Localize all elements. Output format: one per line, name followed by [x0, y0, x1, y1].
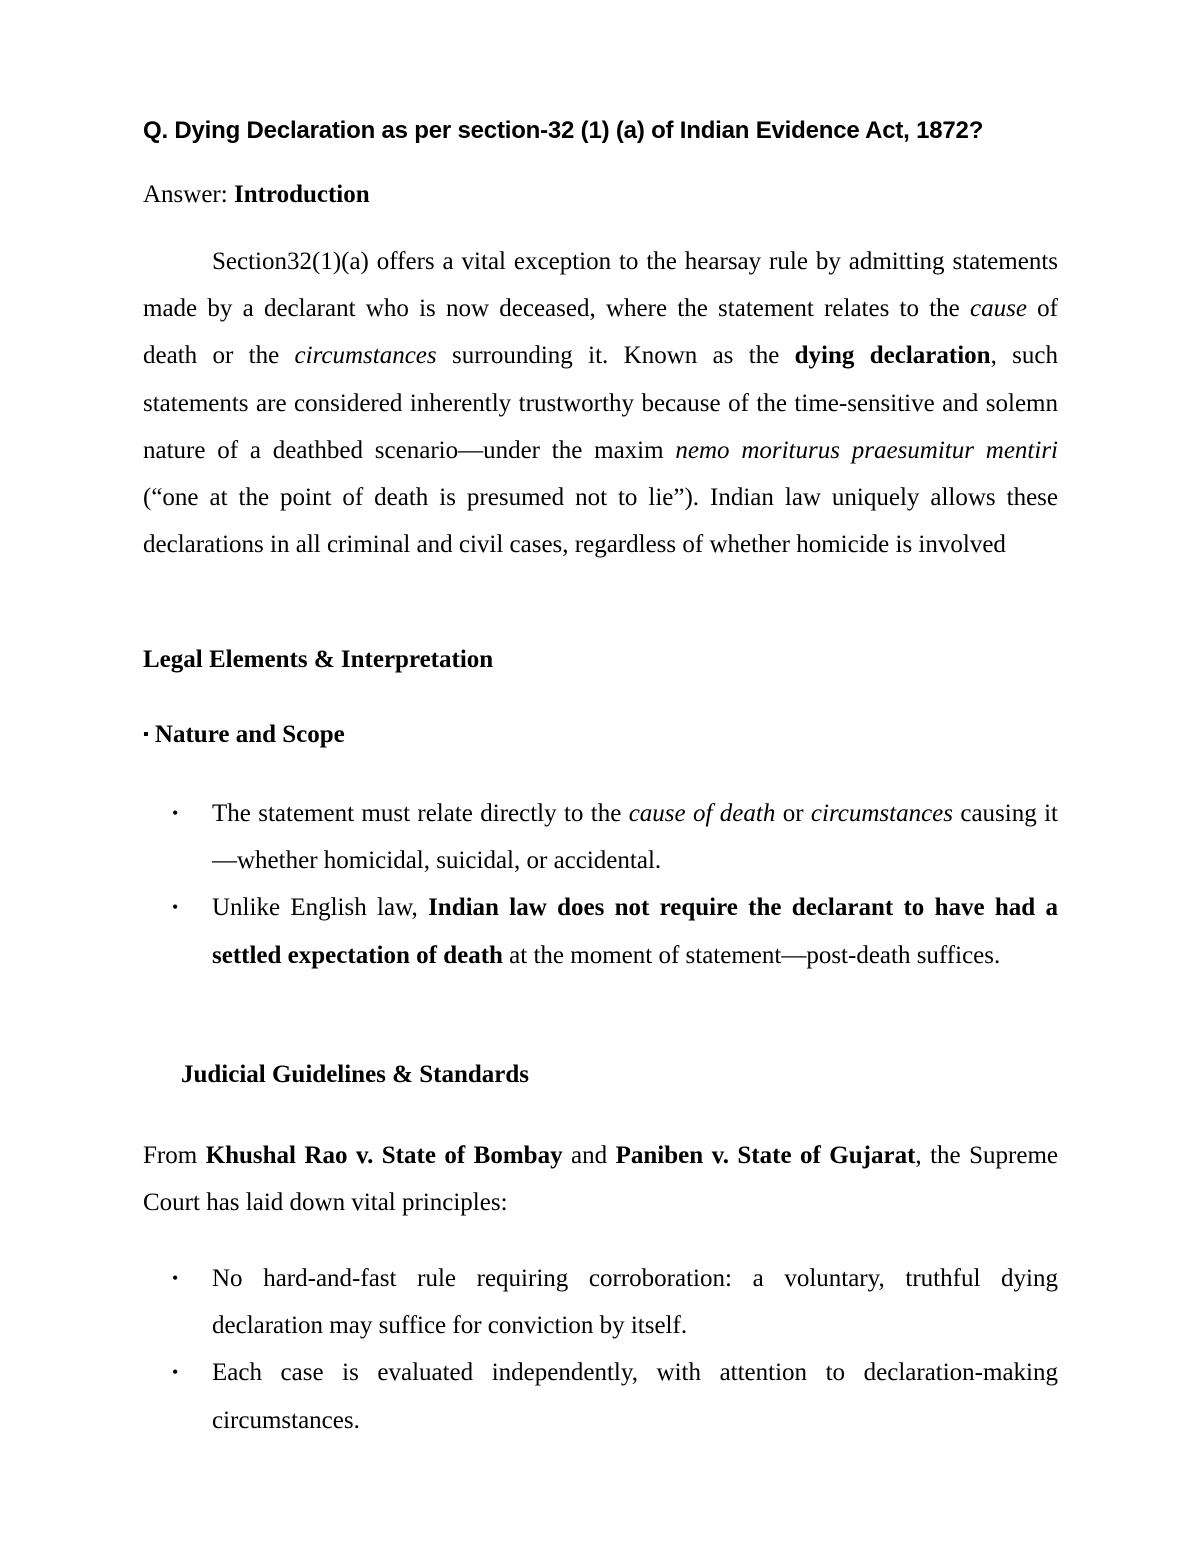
nature-item-1-circumstances: circumstances [810, 800, 953, 827]
principle-item-2 [143, 1349, 1058, 1443]
case-khushal-rao: Khushal Rao v. State of Bombay [205, 1142, 563, 1169]
intro-maxim: nemo moriturus praesumitur mentiri [675, 436, 1058, 464]
judicial-paragraph [143, 1132, 1058, 1226]
principles-list [143, 1255, 1058, 1444]
bullet-icon: • [172, 1268, 179, 1288]
square-bullet-icon: ▪ [143, 726, 149, 743]
nature-item-1-text-3: causing it—whether homicidal, suicidal, or accidental. [212, 800, 1058, 875]
intro-dying-declaration: dying declaration [794, 342, 991, 370]
question-title: Q. Dying Declaration as per section-32 (1) (a) of Indian Evidence Act, 1872? [143, 117, 984, 144]
answer-label: Answer: [143, 181, 234, 208]
judicial-guidelines-heading: Judicial Guidelines & Standards [181, 1061, 529, 1088]
intro-heading: Introduction [233, 181, 370, 208]
nature-scope-label: Nature and Scope [154, 721, 345, 748]
principle-item-1-text: No hard-and-fast rule requiring corroboration: a voluntary, truthful dying declaration may suffice for conviction by itself. [212, 1265, 1058, 1340]
nature-item-2-text-1: Unlike English law, [212, 894, 429, 922]
nature-item-2 [143, 884, 1058, 978]
intro-cause: cause [970, 295, 1027, 323]
bullet-icon: • [172, 897, 179, 918]
intro-paragraph [143, 238, 1058, 568]
judicial-text-1: From [143, 1142, 206, 1169]
nature-item-1-text-1: The statement must relate directly to the [212, 800, 629, 827]
nature-scope-heading [143, 718, 345, 752]
answer-line [143, 178, 370, 212]
legal-elements-heading: Legal Elements & Interpretation [143, 646, 494, 673]
intro-circumstances: circumstances [294, 342, 437, 370]
nature-item-1 [143, 790, 1058, 884]
bullet-icon: • [172, 1362, 179, 1383]
intro-text-2: of death or the [143, 295, 1058, 370]
case-paniben: Paniben v. State of Gujarat [615, 1142, 916, 1169]
bullet-icon: • [172, 803, 179, 823]
nature-list [143, 790, 1058, 979]
intro-text-4: , such statements are considered inherently trustworthy because of the time-sensitive and solemn nature of a deathbed scenario—under the maxim [143, 342, 1058, 464]
intro-text-3: surrounding it. Known as the [436, 342, 795, 370]
intro-text-5: (“one at the point of death is presumed not to lie”). Indian law uniquely allows these declarations in all criminal and civil cases, regardless of whether homicide is involved [143, 484, 1058, 559]
intro-text-1: Section32(1)(a) offers a vital exception to the hearsay rule by admitting statements made by a declarant who is now deceased, where the statement relates to the [143, 248, 1058, 323]
judicial-text-2: and [562, 1142, 616, 1169]
principle-item-1 [143, 1255, 1058, 1349]
nature-item-2-text-2: at the moment of statement—post-death suffices. [502, 941, 1001, 969]
nature-item-1-text-2: or [775, 800, 811, 827]
nature-item-1-cause: cause of death [628, 800, 776, 827]
principle-item-2-text: Each case is evaluated independently, with attention to declaration-making circumstances. [212, 1359, 1058, 1434]
judicial-text-3: , the Supreme Court has laid down vital principles: [143, 1142, 1058, 1217]
nature-item-2-bold: Indian law does not require the declarant to have had a settled expectation of death [212, 894, 1059, 969]
